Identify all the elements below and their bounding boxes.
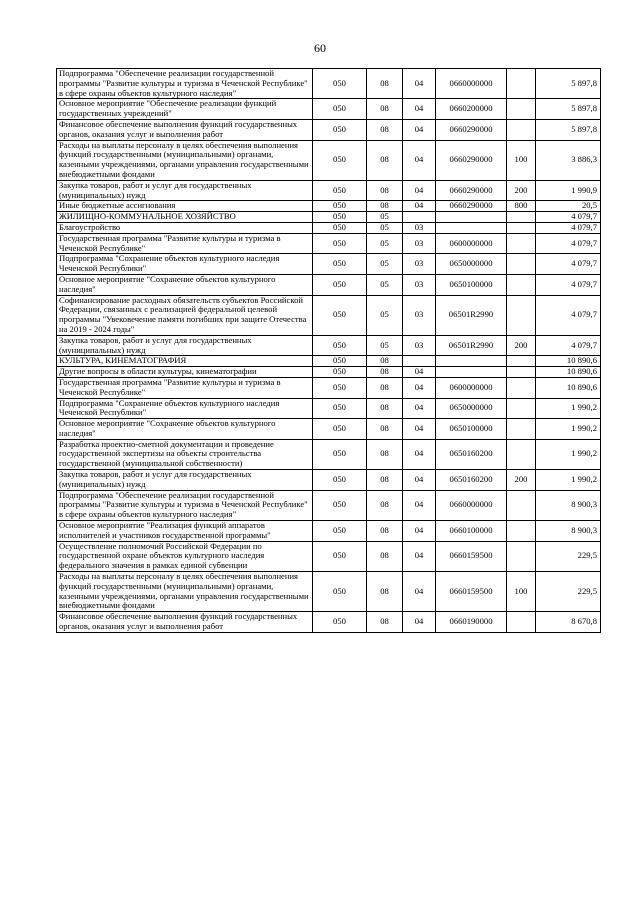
row-target-article-cell (436, 222, 507, 233)
row-target-article-cell: 06501R2990 (436, 335, 507, 356)
row-subsection-cell: 04 (403, 572, 436, 612)
row-section-cell: 08 (367, 180, 403, 201)
row-amount-cell: 10 890,6 (536, 356, 601, 367)
row-grbs-cell: 050 (313, 356, 367, 367)
row-section-cell: 08 (367, 470, 403, 491)
row-subsection-cell: 04 (403, 490, 436, 520)
row-expense-type-cell (507, 212, 536, 223)
row-target-article-cell: 0660000000 (436, 69, 507, 99)
row-subsection-cell: 04 (403, 398, 436, 419)
row-grbs-cell: 050 (313, 201, 367, 212)
row-section-cell: 08 (367, 612, 403, 633)
row-target-article-cell: 0660290000 (436, 140, 507, 180)
row-amount-cell: 8 670,8 (536, 612, 601, 633)
row-subsection-cell: 04 (403, 99, 436, 120)
row-name-cell: Благоустройство (57, 222, 313, 233)
row-name-cell: Разработка проектно-сметной документации и проведение государственной экспертизы на объекты строительства государственной (муниципальной собственности) (57, 439, 313, 469)
row-section-cell: 08 (367, 69, 403, 99)
table-row (57, 254, 601, 275)
row-section-cell: 05 (367, 254, 403, 275)
row-grbs-cell: 050 (313, 490, 367, 520)
row-grbs-cell: 050 (313, 140, 367, 180)
row-grbs-cell: 050 (313, 222, 367, 233)
row-amount-cell: 8 900,3 (536, 490, 601, 520)
row-amount-cell: 1 990,2 (536, 439, 601, 469)
row-expense-type-cell (507, 233, 536, 254)
row-grbs-cell: 050 (313, 377, 367, 398)
row-subsection-cell: 04 (403, 119, 436, 140)
row-subsection-cell: 04 (403, 521, 436, 542)
row-grbs-cell: 050 (313, 233, 367, 254)
row-expense-type-cell (507, 490, 536, 520)
table-row (57, 398, 601, 419)
row-section-cell: 05 (367, 233, 403, 254)
row-amount-cell: 10 890,6 (536, 367, 601, 378)
row-amount-cell: 5 897,8 (536, 69, 601, 99)
row-subsection-cell: 03 (403, 254, 436, 275)
row-expense-type-cell: 100 (507, 572, 536, 612)
row-name-cell: Расходы на выплаты персоналу в целях обеспечения выполнения функций государственными (муниципальными) органами, казенными учреждениями, органами управления государственными внебюджетными фондами (57, 140, 313, 180)
row-section-cell: 08 (367, 398, 403, 419)
row-section-cell: 08 (367, 490, 403, 520)
row-name-cell: Софинансирование расходных обязательств субъектов Российской Федерации, связанных с реализацией федеральной целевой программы "Увековечение памяти погибших при защите Отечества на 2019 - 2024 годы" (57, 295, 313, 335)
row-subsection-cell: 03 (403, 335, 436, 356)
row-subsection-cell: 04 (403, 201, 436, 212)
row-name-cell: Государственная программа "Развитие культуры и туризма в Чеченской Республике" (57, 377, 313, 398)
row-expense-type-cell: 200 (507, 180, 536, 201)
row-subsection-cell: 04 (403, 180, 436, 201)
row-expense-type-cell: 800 (507, 201, 536, 212)
row-subsection-cell: 03 (403, 295, 436, 335)
row-subsection-cell: 04 (403, 367, 436, 378)
table-row (57, 201, 601, 212)
row-grbs-cell: 050 (313, 398, 367, 419)
row-amount-cell: 20,5 (536, 201, 601, 212)
row-expense-type-cell (507, 69, 536, 99)
row-name-cell: Основное мероприятие "Сохранение объектов культурного наследия" (57, 419, 313, 440)
row-target-article-cell (436, 367, 507, 378)
table-row (57, 140, 601, 180)
row-subsection-cell: 04 (403, 69, 436, 99)
row-grbs-cell: 050 (313, 212, 367, 223)
row-subsection-cell: 04 (403, 377, 436, 398)
row-amount-cell: 8 900,3 (536, 521, 601, 542)
table-row (57, 69, 601, 99)
row-name-cell: Основное мероприятие "Обеспечение реализации функций государственных учреждений" (57, 99, 313, 120)
row-name-cell: Основное мероприятие "Реализация функций аппаратов исполнителей и участников государственной программы" (57, 521, 313, 542)
row-expense-type-cell (507, 254, 536, 275)
row-subsection-cell: 03 (403, 233, 436, 254)
table-row (57, 335, 601, 356)
row-amount-cell: 3 886,3 (536, 140, 601, 180)
row-subsection-cell: 04 (403, 140, 436, 180)
row-target-article-cell: 0650160200 (436, 470, 507, 491)
row-name-cell: Подпрограмма "Сохранение объектов культурного наследия Чеченской Республики" (57, 398, 313, 419)
row-target-article-cell: 0660290000 (436, 180, 507, 201)
row-amount-cell: 4 079,7 (536, 254, 601, 275)
row-grbs-cell: 050 (313, 439, 367, 469)
row-expense-type-cell (507, 99, 536, 120)
row-grbs-cell: 050 (313, 180, 367, 201)
row-subsection-cell: 03 (403, 274, 436, 295)
row-section-cell: 08 (367, 356, 403, 367)
row-target-article-cell: 0660159500 (436, 541, 507, 571)
row-target-article-cell: 0660190000 (436, 612, 507, 633)
row-section-cell: 08 (367, 367, 403, 378)
table-row (57, 212, 601, 223)
row-grbs-cell: 050 (313, 99, 367, 120)
row-grbs-cell: 050 (313, 295, 367, 335)
row-amount-cell: 4 079,7 (536, 212, 601, 223)
row-name-cell: Подпрограмма "Сохранение объектов культурного наследия Чеченской Республики" (57, 254, 313, 275)
row-expense-type-cell (507, 377, 536, 398)
row-subsection-cell: 04 (403, 541, 436, 571)
row-name-cell: Государственная программа "Развитие культуры и туризма в Чеченской Республике" (57, 233, 313, 254)
row-section-cell: 08 (367, 119, 403, 140)
row-section-cell: 08 (367, 419, 403, 440)
row-expense-type-cell (507, 521, 536, 542)
page-number: 60 (314, 41, 326, 55)
table-row (57, 521, 601, 542)
row-amount-cell: 1 990,2 (536, 398, 601, 419)
row-expense-type-cell (507, 295, 536, 335)
table-row (57, 274, 601, 295)
row-grbs-cell: 050 (313, 419, 367, 440)
row-target-article-cell: 0600000000 (436, 377, 507, 398)
row-amount-cell: 4 079,7 (536, 335, 601, 356)
row-target-article-cell (436, 212, 507, 223)
row-subsection-cell: 03 (403, 222, 436, 233)
row-subsection-cell (403, 356, 436, 367)
row-section-cell: 05 (367, 212, 403, 223)
row-grbs-cell: 050 (313, 367, 367, 378)
table-row (57, 439, 601, 469)
row-section-cell: 05 (367, 222, 403, 233)
row-target-article-cell: 0650000000 (436, 398, 507, 419)
row-name-cell: ЖИЛИЩНО-КОММУНАЛЬНОЕ ХОЗЯЙСТВО (57, 212, 313, 223)
row-target-article-cell: 0660100000 (436, 521, 507, 542)
table-row (57, 99, 601, 120)
row-grbs-cell: 050 (313, 119, 367, 140)
row-subsection-cell: 04 (403, 439, 436, 469)
row-expense-type-cell (507, 612, 536, 633)
row-section-cell: 08 (367, 140, 403, 180)
table-row (57, 356, 601, 367)
row-section-cell: 08 (367, 521, 403, 542)
row-expense-type-cell (507, 274, 536, 295)
row-target-article-cell: 0660200000 (436, 99, 507, 120)
table-row (57, 572, 601, 612)
table-row (57, 180, 601, 201)
row-target-article-cell: 0650100000 (436, 274, 507, 295)
row-name-cell: Подпрограмма "Обеспечение реализации государственной программы "Развитие культуры и туризма в Чеченской Республике" в сфере охраны объектов культурного наследия" (57, 490, 313, 520)
table-row (57, 367, 601, 378)
row-section-cell: 08 (367, 201, 403, 212)
row-section-cell: 05 (367, 295, 403, 335)
row-name-cell: Финансовое обеспечение выполнения функций государственных органов, оказания услуг и выполнения работ (57, 612, 313, 633)
table-row (57, 612, 601, 633)
row-amount-cell: 5 897,8 (536, 119, 601, 140)
row-target-article-cell: 0650100000 (436, 419, 507, 440)
row-grbs-cell: 050 (313, 521, 367, 542)
row-target-article-cell: 0660290000 (436, 201, 507, 212)
row-expense-type-cell (507, 541, 536, 571)
row-section-cell: 08 (367, 377, 403, 398)
table-row (57, 470, 601, 491)
row-amount-cell: 229,5 (536, 572, 601, 612)
row-target-article-cell: 0660290000 (436, 119, 507, 140)
row-name-cell: Закупка товаров, работ и услуг для государственных (муниципальных) нужд (57, 470, 313, 491)
row-amount-cell: 229,5 (536, 541, 601, 571)
row-target-article-cell (436, 356, 507, 367)
row-expense-type-cell (507, 419, 536, 440)
row-amount-cell: 5 897,8 (536, 99, 601, 120)
row-subsection-cell (403, 212, 436, 223)
row-grbs-cell: 050 (313, 572, 367, 612)
table-row (57, 295, 601, 335)
table-row (57, 119, 601, 140)
row-name-cell: Расходы на выплаты персоналу в целях обеспечения выполнения функций государственными (муниципальными) органами, казенными учреждениями, органами управления государственными внебюджетными фондами (57, 572, 313, 612)
row-grbs-cell: 050 (313, 335, 367, 356)
row-amount-cell: 1 990,2 (536, 419, 601, 440)
row-expense-type-cell (507, 222, 536, 233)
row-section-cell: 05 (367, 335, 403, 356)
row-expense-type-cell (507, 356, 536, 367)
row-expense-type-cell: 200 (507, 335, 536, 356)
row-name-cell: КУЛЬТУРА, КИНЕМАТОГРАФИЯ (57, 356, 313, 367)
row-subsection-cell: 04 (403, 612, 436, 633)
row-target-article-cell: 0660000000 (436, 490, 507, 520)
row-amount-cell: 1 990,9 (536, 180, 601, 201)
row-subsection-cell: 04 (403, 419, 436, 440)
row-section-cell: 08 (367, 99, 403, 120)
row-target-article-cell: 06501R2990 (436, 295, 507, 335)
row-grbs-cell: 050 (313, 541, 367, 571)
table-row (57, 222, 601, 233)
row-name-cell: Иные бюджетные ассигнования (57, 201, 313, 212)
row-name-cell: Закупка товаров, работ и услуг для государственных (муниципальных) нужд (57, 180, 313, 201)
budget-table-body (57, 69, 601, 633)
row-amount-cell: 1 990,2 (536, 470, 601, 491)
budget-table (56, 68, 601, 633)
row-target-article-cell: 0660159500 (436, 572, 507, 612)
row-subsection-cell: 04 (403, 470, 436, 491)
table-row (57, 541, 601, 571)
table-row (57, 490, 601, 520)
row-expense-type-cell (507, 367, 536, 378)
row-amount-cell: 4 079,7 (536, 274, 601, 295)
row-target-article-cell: 0650160200 (436, 439, 507, 469)
row-name-cell: Закупка товаров, работ и услуг для государственных (муниципальных) нужд (57, 335, 313, 356)
row-expense-type-cell (507, 398, 536, 419)
row-name-cell: Осуществление полномочий Российской Федерации по государственной охране объектов культурного наследия федерального значения в рамках единой субвенции (57, 541, 313, 571)
row-target-article-cell: 0650000000 (436, 254, 507, 275)
row-expense-type-cell: 200 (507, 470, 536, 491)
row-grbs-cell: 050 (313, 274, 367, 295)
row-section-cell: 08 (367, 541, 403, 571)
row-section-cell: 05 (367, 274, 403, 295)
row-grbs-cell: 050 (313, 612, 367, 633)
row-grbs-cell: 050 (313, 470, 367, 491)
row-name-cell: Подпрограмма "Обеспечение реализации государственной программы "Развитие культуры и туризма в Чеченской Республике" в сфере охраны объектов культурного наследия" (57, 69, 313, 99)
row-name-cell: Основное мероприятие "Сохранение объектов культурного наследия" (57, 274, 313, 295)
row-grbs-cell: 050 (313, 69, 367, 99)
row-name-cell: Другие вопросы в области культуры, кинематографии (57, 367, 313, 378)
row-amount-cell: 4 079,7 (536, 222, 601, 233)
row-amount-cell: 10 890,6 (536, 377, 601, 398)
row-target-article-cell: 0600000000 (436, 233, 507, 254)
table-row (57, 233, 601, 254)
row-expense-type-cell: 100 (507, 140, 536, 180)
row-expense-type-cell (507, 119, 536, 140)
table-row (57, 419, 601, 440)
row-amount-cell: 4 079,7 (536, 233, 601, 254)
row-expense-type-cell (507, 439, 536, 469)
row-amount-cell: 4 079,7 (536, 295, 601, 335)
table-row (57, 377, 601, 398)
row-name-cell: Финансовое обеспечение выполнения функций государственных органов, оказания услуг и выполнения работ (57, 119, 313, 140)
row-section-cell: 08 (367, 439, 403, 469)
row-section-cell: 08 (367, 572, 403, 612)
row-grbs-cell: 050 (313, 254, 367, 275)
